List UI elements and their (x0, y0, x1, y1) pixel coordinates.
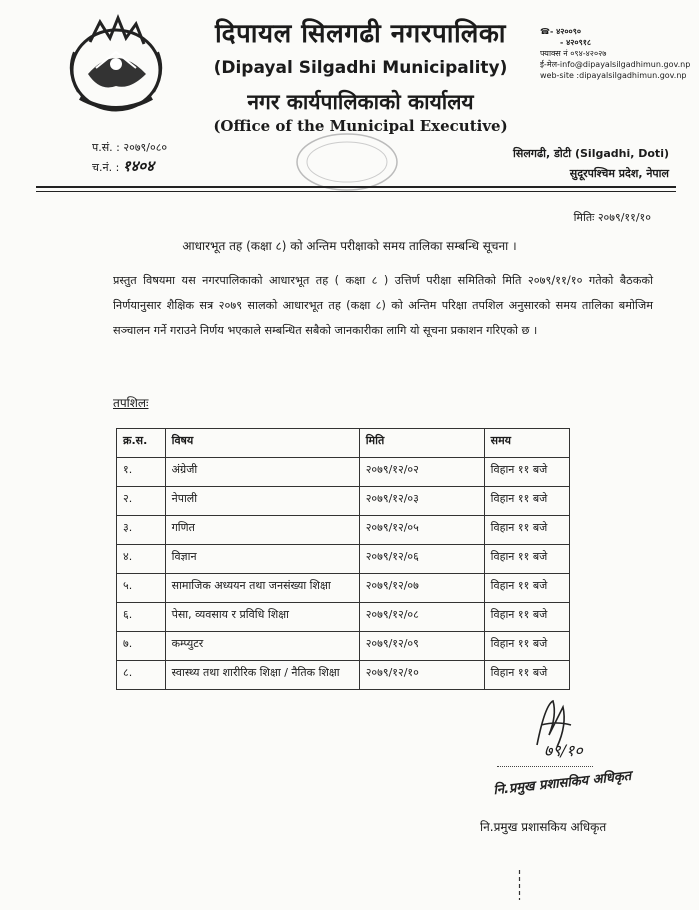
table-row (117, 458, 570, 487)
cell-time: विहान ११ बजे (484, 574, 569, 603)
header-subject: विषय (165, 429, 359, 458)
cell-date: २०७९/१२/०९ (359, 632, 484, 661)
cell-time: विहान ११ बजे (484, 516, 569, 545)
table-row (117, 661, 570, 690)
location-line-1: सिलगढी, डोटी (Silgadhi, Doti) (513, 147, 669, 160)
cell-subject: स्वास्थ्य तथा शारीरिक शिक्षा / नैतिक शिक्षा (165, 661, 359, 690)
website-text: web-site :dipayalsilgadhimun.gov.np (540, 71, 687, 80)
cell-serial: ५. (117, 574, 166, 603)
cell-date: २०७९/१२/०५ (359, 516, 484, 545)
cell-serial: ७. (117, 632, 166, 661)
cell-date: २०७९/१२/०६ (359, 545, 484, 574)
cell-subject: पेसा, व्यवसाय र प्रविधि शिक्षा (165, 603, 359, 632)
cell-date: २०७९/१२/०३ (359, 487, 484, 516)
table-row (117, 632, 570, 661)
dispatch-number (92, 156, 154, 176)
municipality-name-nepali: दिपायल सिलगढी नगरपालिका (214, 19, 507, 49)
cell-serial: १. (117, 458, 166, 487)
cell-time: विहान ११ बजे (484, 632, 569, 661)
header-divider-thin (36, 191, 676, 192)
letter-number-label: प.सं. : (92, 141, 120, 154)
notice-body: प्रस्तुत विषयमा यस नगरपालिकाको आधारभूत तह ( कक्षा ८ ) उत्तिर्ण परीक्षा समितिको मिति २०७९/११/१० गतेको बैठकको निर्णयानुसार शैक्षिक सत्र २०७९ सालको आधारभूत तह (कक्षा ८) को अन्तिम परिक्षा तपशिल अनुसारको समय तालिका बमोजिम सञ्चालन गर्ने गराउने निर्णय भएकाले सम्बन्धित सबैको जानकारीका लागि यो सूचना प्रकाशन गरिएको छ । (113, 274, 653, 337)
cell-serial: २. (117, 487, 166, 516)
exam-schedule-table (116, 428, 570, 690)
header-divider (36, 186, 676, 188)
cell-serial: ४. (117, 545, 166, 574)
cell-time: विहान ११ बजे (484, 487, 569, 516)
nepal-emblem-icon (60, 12, 172, 122)
location-line-2: सुदूरपश्चिम प्रदेश, नेपाल (569, 167, 669, 180)
header-time: समय (484, 429, 569, 458)
header-serial: क्र.स. (117, 429, 166, 458)
municipality-name-english: (Dipayal Silgadhi Municipality) (213, 58, 508, 78)
dispatch-number-value: १४०४ (122, 157, 154, 175)
fax-number: फ्याक्स नं ०९४-४२०२७ (540, 49, 607, 58)
table-row (117, 545, 570, 574)
phone-2: - ४२०९१८ (560, 38, 592, 47)
cell-time: विहान ११ बजे (484, 603, 569, 632)
cell-date: २०७९/१२/१० (359, 661, 484, 690)
phone-1: ☎- ४२००९० (540, 27, 582, 36)
table-row (117, 516, 570, 545)
cell-subject: नेपाली (165, 487, 359, 516)
cell-subject: अंग्रेजी (165, 458, 359, 487)
table-row (117, 574, 570, 603)
cell-time: विहान ११ बजे (484, 458, 569, 487)
header-date: मिति (359, 429, 484, 458)
cell-subject: सामाजिक अध्ययन तथा जनसंख्या शिक्षा (165, 574, 359, 603)
table-row (117, 487, 570, 516)
contact-block (540, 26, 695, 81)
table-header-row (117, 429, 570, 458)
letter-number (92, 140, 167, 155)
office-name-english: (Office of the Municipal Executive) (213, 117, 508, 135)
official-stamp: नि.प्रमुख प्रशासकिय अधिकृत (492, 768, 632, 799)
cell-date: २०७९/१२/०२ (359, 458, 484, 487)
cell-time: विहान ११ बजे (484, 545, 569, 574)
signature-date: ७९/१० (544, 741, 583, 760)
dispatch-number-label: च.नं. : (92, 161, 120, 174)
details-label: तपशिलः (113, 396, 149, 410)
cell-date: २०७९/१२/०८ (359, 603, 484, 632)
cell-subject: गणित (165, 516, 359, 545)
cell-time: विहान ११ बजे (484, 661, 569, 690)
cell-subject: विज्ञान (165, 545, 359, 574)
office-name-nepali: नगर कार्यपालिकाको कार्यालय (247, 90, 474, 114)
signatory-title: नि.प्रमुख प्रशासकिय अधिकृत (480, 820, 607, 834)
cell-serial: ६. (117, 603, 166, 632)
cell-serial: ३. (117, 516, 166, 545)
cell-date: २०७९/१२/०७ (359, 574, 484, 603)
signature-line (497, 765, 593, 767)
pen-mark (518, 870, 521, 900)
notice-subject: आधारभूत तह (कक्षा ८) को अन्तिम परीक्षाको समय तालिका सम्बन्धि सूचना । (182, 239, 517, 253)
table-row (117, 603, 570, 632)
cell-subject: कम्प्युटर (165, 632, 359, 661)
email-text: ई-मेल-info@dipayalsilgadhimun.gov.np (540, 60, 691, 69)
letter-number-value: २०७९/०८० (123, 141, 168, 154)
notice-date: मितिः २०७९/११/१० (573, 211, 651, 224)
cell-serial: ८. (117, 661, 166, 690)
